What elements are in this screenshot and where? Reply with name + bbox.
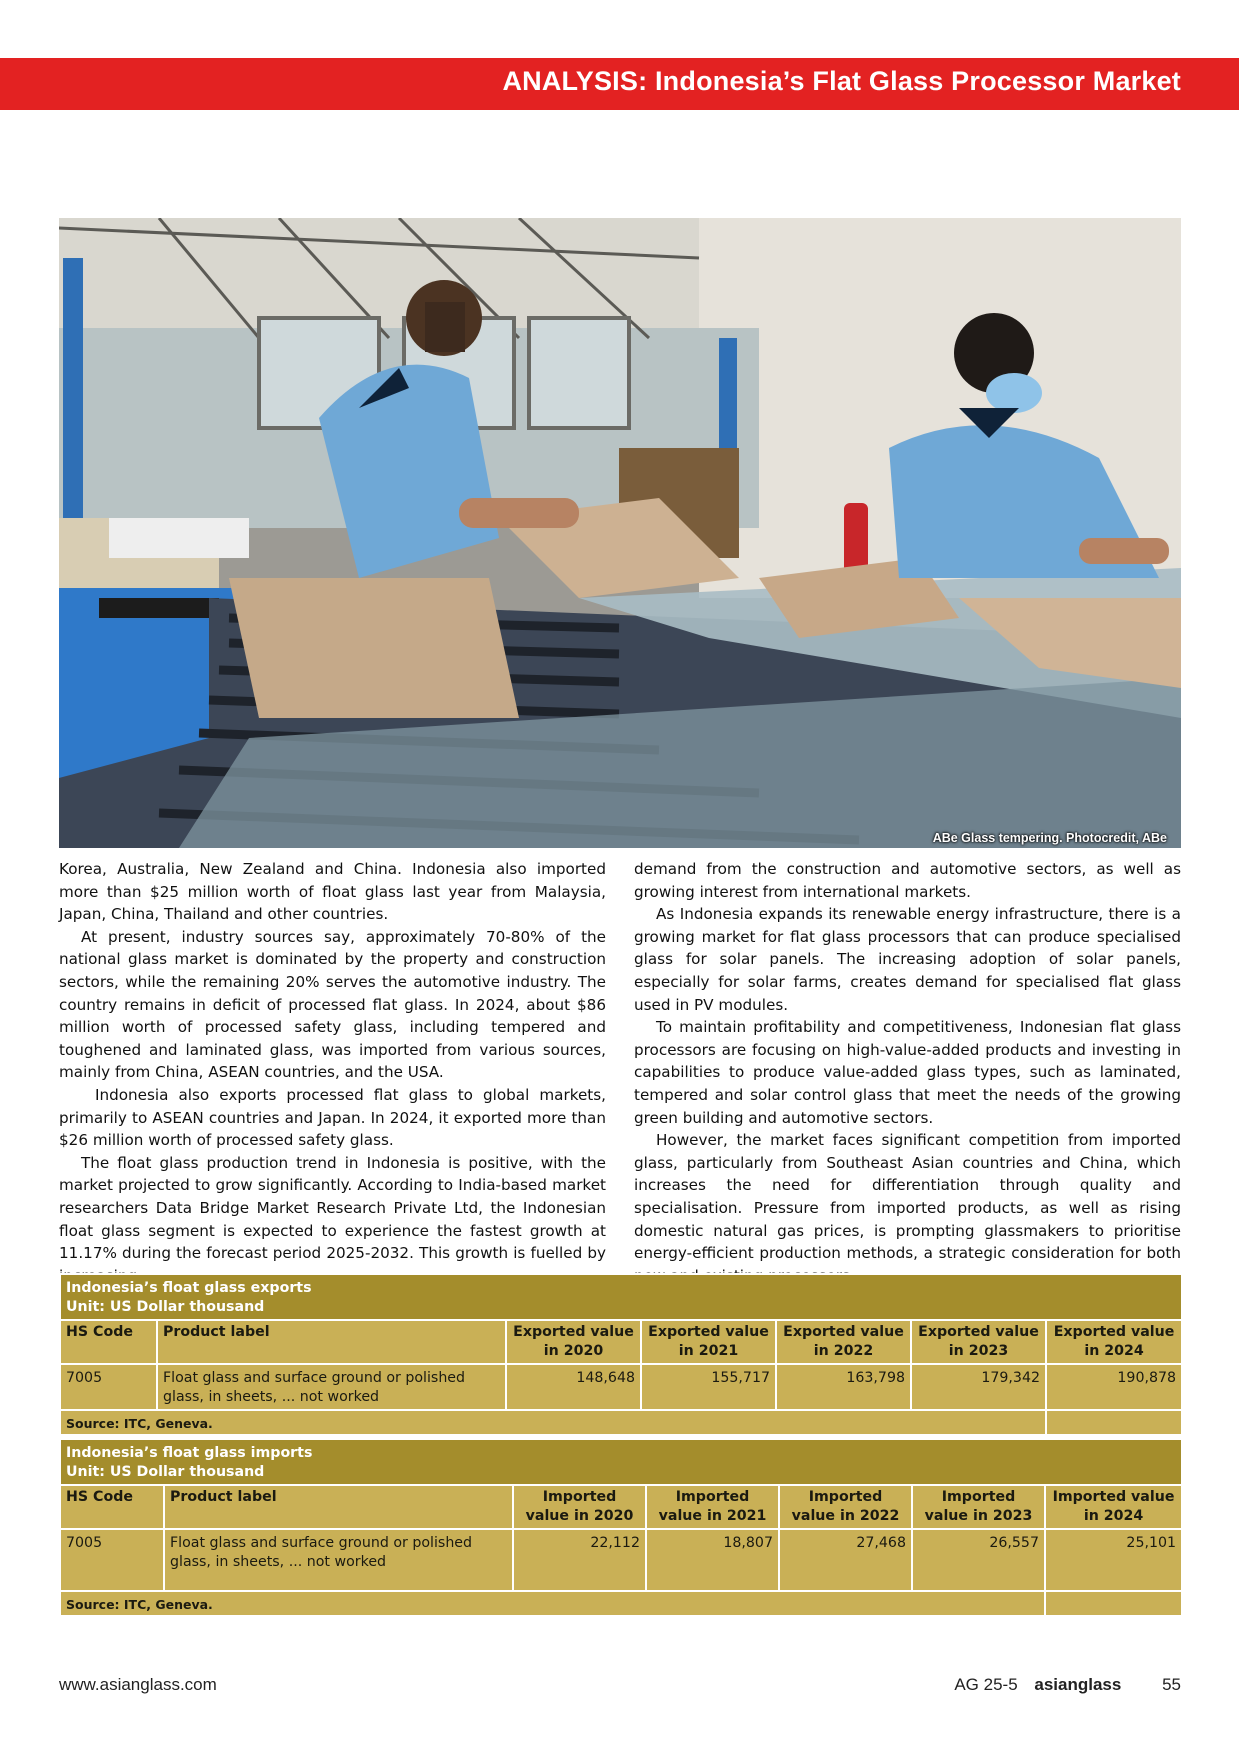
exports-table bbox=[59, 1273, 1183, 1436]
page-number: 55 bbox=[1162, 1675, 1181, 1694]
footer-info bbox=[954, 1675, 1181, 1695]
column-header: Exported value in 2023 bbox=[911, 1320, 1046, 1364]
column-header: Imported value in 2022 bbox=[779, 1485, 912, 1529]
paragraph: demand from the construction and automotive sectors, as well as growing interest from international markets. bbox=[634, 860, 1181, 901]
imports-table bbox=[59, 1438, 1183, 1617]
imports-table-header-row bbox=[60, 1485, 1182, 1529]
paragraph: As Indonesia expands its renewable energy infrastructure, there is a growing market for flat glass processors that can produce specialised glass for solar panels. The increasing adoption of solar panels, especially for solar farms, creates demand for specialised flat glass used in PV modules. bbox=[634, 905, 1181, 1014]
paragraph: The float glass production trend in Indonesia is positive, with the market projected to grow significantly. According to India-based market researchers Data Bridge Market Research Private Ltd, the Indonesian float glass segment is expected to experience the fastest growth at 11.17% during the forecast period 2025-2032. This growth is fuelled by bbox=[59, 1153, 606, 1263]
value-cell: 179,342 bbox=[911, 1364, 1046, 1410]
value-cell: 190,878 bbox=[1046, 1364, 1182, 1410]
table-source: Source: ITC, Geneva. bbox=[60, 1410, 1046, 1435]
value-cell: 27,468 bbox=[779, 1529, 912, 1591]
exports-table-header-row bbox=[60, 1320, 1182, 1364]
exports-table-unit: Unit: US Dollar thousand bbox=[66, 1299, 265, 1315]
paragraph: Korea, Australia, New Zealand and China. Indonesia also imported more than $25 million worth of float glass last year from Malaysia, Japan, China, Thailand and other countries. bbox=[59, 860, 606, 924]
table-row bbox=[60, 1364, 1182, 1410]
article-column-right bbox=[634, 858, 1181, 1287]
column-header: HS Code bbox=[60, 1320, 157, 1364]
paragraph: Indonesia also exports processed flat glass to global markets, primarily to ASEAN countries and Japan. In 2024, it exported more than $26 million worth of processed safety glass. bbox=[59, 1085, 606, 1150]
column-header: Product label bbox=[164, 1485, 513, 1529]
column-header: Exported value in 2020 bbox=[506, 1320, 641, 1364]
column-header: Imported value in 2024 bbox=[1045, 1485, 1182, 1529]
imports-table-source-row bbox=[60, 1591, 1182, 1616]
imports-table-unit: Unit: US Dollar thousand bbox=[66, 1464, 265, 1480]
column-header: Product label bbox=[157, 1320, 506, 1364]
photo-caption: ABe Glass tempering. Photocredit, ABe bbox=[932, 831, 1167, 845]
glass-tempering-illustration bbox=[59, 218, 1181, 848]
column-header: Imported value in 2023 bbox=[912, 1485, 1045, 1529]
value-cell: 25,101 bbox=[1045, 1529, 1182, 1591]
column-header: Exported value in 2024 bbox=[1046, 1320, 1182, 1364]
value-cell: 22,112 bbox=[513, 1529, 646, 1591]
value-cell: 26,557 bbox=[912, 1529, 1045, 1591]
exports-table-title-row bbox=[60, 1274, 1182, 1320]
column-header: Imported value in 2020 bbox=[513, 1485, 646, 1529]
hs-code-cell: 7005 bbox=[60, 1364, 157, 1410]
column-header: Imported value in 2021 bbox=[646, 1485, 779, 1529]
article-column-left bbox=[59, 858, 606, 1287]
header-bar bbox=[0, 58, 1239, 110]
page-title: ANALYSIS: Indonesia’s Flat Glass Processor Market bbox=[502, 66, 1181, 96]
value-cell: 163,798 bbox=[776, 1364, 911, 1410]
paragraph: At present, industry sources say, approximately 70-80% of the national glass market is dominated by the property and construction sectors, while the remaining 20% serves the automotive industry. The country remains in deficit of processed flat glass. In 2024, about $86 million worth of processed safety glass, including tempered and toughened and laminated glass, was imported from various sources, mainly from China, ASEAN countries, and the USA. bbox=[59, 927, 606, 1082]
paragraph: However, the market faces significant competition from imported glass, particularly from Southeast Asian countries and China, which increases the need for differentiation through quality and specialisation. Pressure from imported products, as well as rising domestic natural gas prices, is prompting glassmakers to prioritise energy-efficient production methods, a strategic consideration for both bbox=[634, 1131, 1181, 1263]
table-source: Source: ITC, Geneva. bbox=[60, 1591, 1045, 1616]
imports-table-title: Indonesia’s float glass imports bbox=[66, 1445, 313, 1461]
article-photo bbox=[59, 218, 1181, 848]
hs-code-cell: 7005 bbox=[60, 1529, 164, 1591]
table-row bbox=[60, 1529, 1182, 1591]
issue-number: AG 25-5 bbox=[954, 1675, 1018, 1694]
exports-table-source-row bbox=[60, 1410, 1182, 1435]
imports-table-title-row bbox=[60, 1439, 1182, 1485]
column-header: Exported value in 2021 bbox=[641, 1320, 776, 1364]
footer-website: www.asianglass.com bbox=[59, 1675, 217, 1694]
value-cell: 155,717 bbox=[641, 1364, 776, 1410]
product-label-cell: Float glass and surface ground or polished glass, in sheets, ... not worked bbox=[164, 1529, 513, 1591]
column-header: Exported value in 2022 bbox=[776, 1320, 911, 1364]
paragraph: To maintain profitability and competitiveness, Indonesian flat glass processors are focusing on high-value-added products and investing in capabilities to produce value-added glass types, such as laminated, tempered and solar control glass that meet the needs of the growing green building and automotive sectors. bbox=[634, 1018, 1181, 1127]
magazine-brand: asianglass bbox=[1034, 1675, 1122, 1694]
value-cell: 148,648 bbox=[506, 1364, 641, 1410]
column-header: HS Code bbox=[60, 1485, 164, 1529]
exports-table-title: Indonesia’s float glass exports bbox=[66, 1280, 312, 1296]
product-label-cell: Float glass and surface ground or polished glass, in sheets, ... not worked bbox=[157, 1364, 506, 1410]
value-cell: 18,807 bbox=[646, 1529, 779, 1591]
